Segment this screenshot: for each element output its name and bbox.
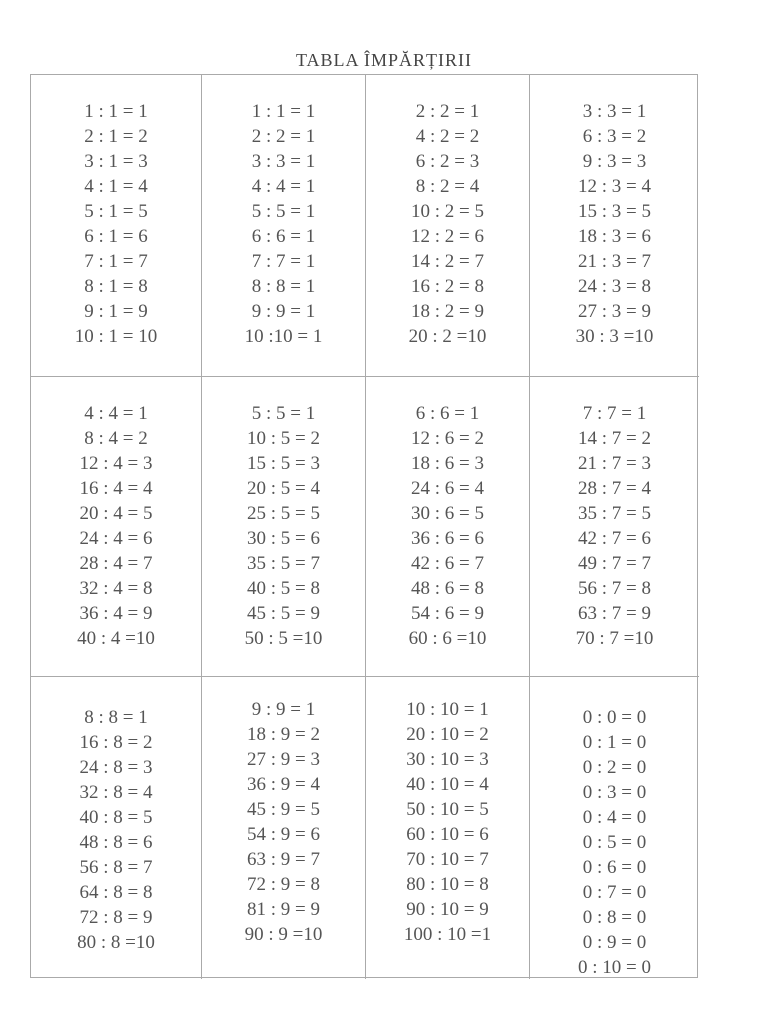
division-equation: 72 : 8 = 9: [79, 907, 153, 928]
division-equation: 0 : 4 = 0: [582, 807, 647, 828]
division-equation: 21 : 3 = 7: [578, 251, 651, 272]
division-equation: 8 : 8 = 1: [251, 276, 316, 297]
division-table-grid: [30, 74, 698, 978]
division-equation: 6 : 3 = 2: [582, 126, 647, 147]
division-equation: 8 : 8 = 1: [84, 707, 148, 728]
division-equation: 16 : 8 = 2: [79, 732, 153, 753]
division-equation: 3 : 3 = 1: [251, 151, 316, 172]
division-equation: 24 : 3 = 8: [578, 276, 651, 297]
division-equation: 25 : 5 = 5: [247, 503, 320, 524]
division-equation: 2 : 1 = 2: [84, 126, 148, 147]
division-equation: 70 : 10 = 7: [406, 849, 489, 870]
division-equation: 1 : 1 = 1: [251, 101, 316, 122]
division-equation: 6 : 6 = 1: [415, 403, 480, 424]
division-equation: 20 : 5 = 4: [247, 478, 320, 499]
division-equation: 10 : 10 = 1: [406, 699, 489, 720]
division-equation: 9 : 1 = 9: [84, 301, 148, 322]
division-equation: 0 : 1 = 0: [582, 732, 647, 753]
division-equation: 50 : 5 =10: [244, 628, 323, 649]
division-equation: 20 : 2 =10: [408, 326, 487, 347]
division-equation: 7 : 7 = 1: [251, 251, 316, 272]
division-equation: 15 : 3 = 5: [578, 201, 651, 222]
table-cell-4: [530, 75, 699, 377]
division-equation: 15 : 5 = 3: [247, 453, 320, 474]
division-equation: 40 : 5 = 8: [247, 578, 320, 599]
division-equation: 16 : 2 = 8: [411, 276, 484, 297]
division-equation: 70 : 7 =10: [575, 628, 654, 649]
division-equation: 2 : 2 = 1: [415, 101, 480, 122]
division-equation: 16 : 4 = 4: [79, 478, 153, 499]
division-equation: 30 : 6 = 5: [411, 503, 484, 524]
division-equation: 24 : 8 = 3: [79, 757, 153, 778]
division-equation: 24 : 6 = 4: [411, 478, 484, 499]
division-equation: 35 : 7 = 5: [578, 503, 651, 524]
division-equation: 56 : 8 = 7: [79, 857, 153, 878]
division-equation: 0 : 2 = 0: [582, 757, 647, 778]
division-equation: 9 : 9 = 1: [251, 699, 316, 720]
division-equation: 49 : 7 = 7: [578, 553, 651, 574]
division-equation: 6 : 1 = 6: [84, 226, 148, 247]
division-equation: 0 : 3 = 0: [582, 782, 647, 803]
division-equation: 40 : 8 = 5: [79, 807, 153, 828]
division-equation: 9 : 3 = 3: [582, 151, 647, 172]
table-cell-3: [366, 75, 530, 377]
division-equation: 63 : 9 = 7: [247, 849, 320, 870]
division-equation: 18 : 9 = 2: [247, 724, 320, 745]
division-equation: 40 : 4 =10: [77, 628, 155, 649]
division-equation: 5 : 5 = 1: [251, 403, 316, 424]
division-equation: 4 : 2 = 2: [415, 126, 480, 147]
division-equation: 10 : 5 = 2: [247, 428, 320, 449]
table-cell-5: [31, 377, 202, 677]
division-equation: 18 : 3 = 6: [578, 226, 651, 247]
table-cell-6: [202, 377, 366, 677]
division-equation: 20 : 10 = 2: [406, 724, 489, 745]
division-equation: 48 : 8 = 6: [79, 832, 153, 853]
division-equation: 35 : 5 = 7: [247, 553, 320, 574]
division-equation: 10 :10 = 1: [244, 326, 323, 347]
division-equation: 2 : 2 = 1: [251, 126, 316, 147]
division-equation: 3 : 3 = 1: [582, 101, 647, 122]
division-equation: 54 : 6 = 9: [411, 603, 484, 624]
division-equation: 4 : 1 = 4: [84, 176, 148, 197]
division-equation: 40 : 10 = 4: [406, 774, 489, 795]
division-equation: 36 : 4 = 9: [79, 603, 153, 624]
division-equation: 90 : 10 = 9: [406, 899, 489, 920]
division-equation: 14 : 7 = 2: [578, 428, 651, 449]
division-equation: 27 : 9 = 3: [247, 749, 320, 770]
division-equation: 0 : 0 = 0: [582, 707, 647, 728]
division-equation: 100 : 10 =1: [403, 924, 492, 945]
division-equation: 5 : 5 = 1: [251, 201, 316, 222]
division-equation: 6 : 6 = 1: [251, 226, 316, 247]
division-equation: 7 : 7 = 1: [582, 403, 647, 424]
division-equation: 12 : 4 = 3: [79, 453, 153, 474]
division-equation: 21 : 7 = 3: [578, 453, 651, 474]
division-equation: 0 : 5 = 0: [582, 832, 647, 853]
division-equation: 28 : 7 = 4: [578, 478, 651, 499]
division-equation: 5 : 1 = 5: [84, 201, 148, 222]
division-equation: 12 : 3 = 4: [578, 176, 651, 197]
division-equation: 63 : 7 = 9: [578, 603, 651, 624]
division-equation: 0 : 6 = 0: [582, 857, 647, 878]
division-equation: 18 : 2 = 9: [411, 301, 484, 322]
division-equation: 30 : 3 =10: [575, 326, 654, 347]
table-cell-1: [31, 75, 202, 377]
division-equation: 8 : 4 = 2: [84, 428, 148, 449]
page-title: TABLA ÎMPĂRȚIRII: [295, 50, 473, 70]
division-equation: 64 : 8 = 8: [79, 882, 153, 903]
division-equation: 1 : 1 = 1: [84, 101, 148, 122]
division-equation: 45 : 9 = 5: [247, 799, 320, 820]
division-equation: 24 : 4 = 6: [79, 528, 153, 549]
division-equation: 60 : 6 =10: [408, 628, 487, 649]
division-equation: 18 : 6 = 3: [411, 453, 484, 474]
division-equation: 48 : 6 = 8: [411, 578, 484, 599]
table-cell-9: [31, 677, 202, 979]
division-equation: 45 : 5 = 9: [247, 603, 320, 624]
division-equation: 0 : 10 = 0: [578, 957, 651, 978]
division-equation: 30 : 5 = 6: [247, 528, 320, 549]
division-equation: 36 : 6 = 6: [411, 528, 484, 549]
division-equation: 8 : 1 = 8: [84, 276, 148, 297]
division-equation: 54 : 9 = 6: [247, 824, 320, 845]
division-equation: 56 : 7 = 8: [578, 578, 651, 599]
division-equation: 30 : 10 = 3: [406, 749, 489, 770]
division-equation: 14 : 2 = 7: [411, 251, 484, 272]
division-equation: 0 : 9 = 0: [582, 932, 647, 953]
division-equation: 10 : 1 = 10: [74, 326, 158, 347]
division-equation: 3 : 1 = 3: [84, 151, 148, 172]
division-equation: 0 : 8 = 0: [582, 907, 647, 928]
division-equation: 81 : 9 = 9: [247, 899, 320, 920]
division-equation: 20 : 4 = 5: [79, 503, 153, 524]
division-equation: 8 : 2 = 4: [415, 176, 480, 197]
division-equation: 80 : 8 =10: [77, 932, 155, 953]
division-equation: 4 : 4 = 1: [251, 176, 316, 197]
table-cell-8: [530, 377, 699, 677]
table-cell-12: [530, 677, 699, 979]
table-cell-10: [202, 677, 366, 979]
division-equation: 36 : 9 = 4: [247, 774, 320, 795]
division-equation: 60 : 10 = 6: [406, 824, 489, 845]
division-equation: 10 : 2 = 5: [411, 201, 484, 222]
division-equation: 9 : 9 = 1: [251, 301, 316, 322]
division-equation: 6 : 2 = 3: [415, 151, 480, 172]
table-cell-11: [366, 677, 530, 979]
division-equation: 0 : 7 = 0: [582, 882, 647, 903]
division-equation: 50 : 10 = 5: [406, 799, 489, 820]
division-equation: 90 : 9 =10: [244, 924, 323, 945]
division-equation: 72 : 9 = 8: [247, 874, 320, 895]
division-equation: 28 : 4 = 7: [79, 553, 153, 574]
division-equation: 32 : 8 = 4: [79, 782, 153, 803]
table-cell-2: [202, 75, 366, 377]
division-equation: 12 : 2 = 6: [411, 226, 484, 247]
division-equation: 7 : 1 = 7: [84, 251, 148, 272]
division-equation: 80 : 10 = 8: [406, 874, 489, 895]
division-equation: 27 : 3 = 9: [578, 301, 651, 322]
division-equation: 42 : 6 = 7: [411, 553, 484, 574]
division-equation: 4 : 4 = 1: [84, 403, 148, 424]
table-cell-7: [366, 377, 530, 677]
division-equation: 32 : 4 = 8: [79, 578, 153, 599]
division-equation: 42 : 7 = 6: [578, 528, 651, 549]
division-equation: 12 : 6 = 2: [411, 428, 484, 449]
